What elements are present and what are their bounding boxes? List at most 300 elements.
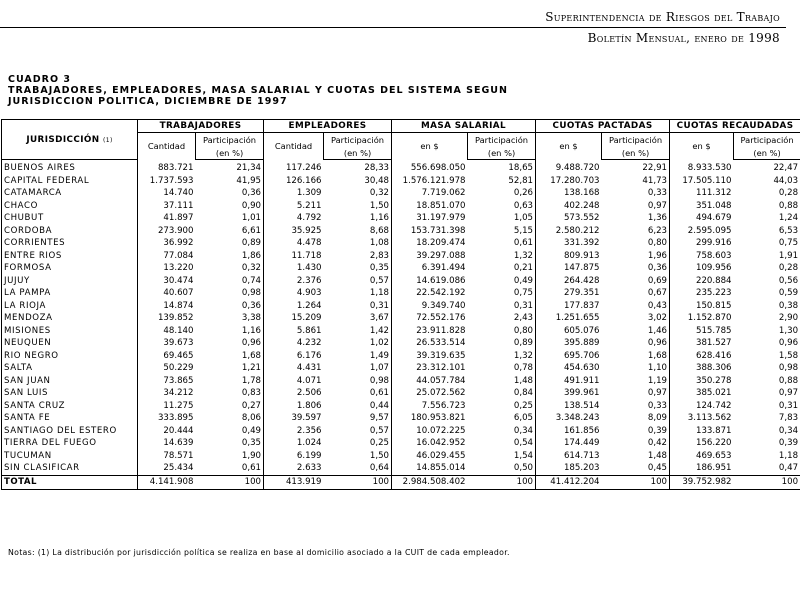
jurisdiction-name: LA PAMPA	[2, 287, 138, 300]
value-cell: 8.933.530	[670, 160, 734, 175]
percent-cell: 0,54	[468, 437, 536, 450]
value-cell: 14.874	[138, 300, 196, 313]
value-cell: 2.633	[264, 462, 324, 475]
column-header: Cantidad	[138, 133, 196, 160]
column-header: Cantidad	[264, 133, 324, 160]
value-cell: 7.556.723	[392, 400, 468, 413]
percent-cell: 1,91	[734, 250, 800, 263]
value-cell: 30.474	[138, 275, 196, 288]
percent-cell: 8,09	[602, 412, 670, 425]
table-row	[2, 375, 800, 388]
value-cell: 73.865	[138, 375, 196, 388]
value-cell: 185.203	[536, 462, 602, 475]
value-cell: 235.223	[670, 287, 734, 300]
value-cell: 177.837	[536, 300, 602, 313]
value-cell: 40.607	[138, 287, 196, 300]
percent-cell: 0,28	[734, 262, 800, 275]
percent-cell: 1,48	[602, 450, 670, 463]
value-cell: 36.992	[138, 237, 196, 250]
percent-cell: 0,80	[468, 325, 536, 338]
percent-cell: 1,32	[468, 350, 536, 363]
total-cell: 4.141.908	[138, 475, 196, 489]
value-cell: 2.356	[264, 425, 324, 438]
column-header: (en %)	[734, 146, 800, 160]
column-header: (en %)	[602, 146, 670, 160]
percent-cell: 1,86	[196, 250, 264, 263]
total-cell: 41.412.204	[536, 475, 602, 489]
value-cell: 3.113.562	[670, 412, 734, 425]
percent-cell: 30,48	[324, 175, 392, 188]
table-row	[2, 450, 800, 463]
percent-cell: 0,96	[196, 337, 264, 350]
total-cell: 100	[602, 475, 670, 489]
percent-cell: 1,96	[602, 250, 670, 263]
percent-cell: 1,78	[196, 375, 264, 388]
value-cell: 491.911	[536, 375, 602, 388]
value-cell: 147.875	[536, 262, 602, 275]
percent-cell: 0,96	[602, 337, 670, 350]
table-row	[2, 425, 800, 438]
value-cell: 3.348.243	[536, 412, 602, 425]
jurisdiction-name: SANTA FE	[2, 412, 138, 425]
percent-cell: 41,95	[196, 175, 264, 188]
value-cell: 758.603	[670, 250, 734, 263]
value-cell: 180.953.821	[392, 412, 468, 425]
value-cell: 494.679	[670, 212, 734, 225]
value-cell: 4.903	[264, 287, 324, 300]
jurisdiction-name: MENDOZA	[2, 312, 138, 325]
percent-cell: 0,49	[468, 275, 536, 288]
percent-cell: 1,90	[196, 450, 264, 463]
bulletin-name: Boletín Mensual, enero de 1998	[587, 31, 780, 45]
value-cell: 26.533.514	[392, 337, 468, 350]
value-cell: 331.392	[536, 237, 602, 250]
value-cell: 117.246	[264, 160, 324, 175]
table-row	[2, 225, 800, 238]
jurisdiction-name: CORRIENTES	[2, 237, 138, 250]
value-cell: 25.072.562	[392, 387, 468, 400]
percent-cell: 0,89	[468, 337, 536, 350]
table-row	[2, 250, 800, 263]
value-cell: 2.506	[264, 387, 324, 400]
percent-cell: 0,25	[324, 437, 392, 450]
value-cell: 399.961	[536, 387, 602, 400]
table-row	[2, 212, 800, 225]
percent-cell: 1,68	[196, 350, 264, 363]
value-cell: 18.851.070	[392, 200, 468, 213]
percent-cell: 1,05	[468, 212, 536, 225]
jurisdiction-name: SAN LUIS	[2, 387, 138, 400]
column-header: Participación	[196, 133, 264, 147]
value-cell: 139.852	[138, 312, 196, 325]
percent-cell: 0,25	[468, 400, 536, 413]
value-cell: 4.478	[264, 237, 324, 250]
value-cell: 454.630	[536, 362, 602, 375]
value-cell: 628.416	[670, 350, 734, 363]
percent-cell: 0,80	[602, 237, 670, 250]
value-cell: 1.152.870	[670, 312, 734, 325]
percent-cell: 0,56	[734, 275, 800, 288]
percent-cell: 0,32	[324, 187, 392, 200]
value-cell: 111.312	[670, 187, 734, 200]
value-cell: 6.391.494	[392, 262, 468, 275]
value-cell: 14.740	[138, 187, 196, 200]
total-cell: 100	[468, 475, 536, 489]
total-row	[2, 475, 800, 489]
value-cell: 2.376	[264, 275, 324, 288]
percent-cell: 0,26	[468, 187, 536, 200]
table-row	[2, 387, 800, 400]
percent-cell: 0,28	[734, 187, 800, 200]
percent-cell: 0,61	[468, 237, 536, 250]
percent-cell: 21,34	[196, 160, 264, 175]
percent-cell: 1,42	[324, 325, 392, 338]
value-cell: 1.430	[264, 262, 324, 275]
percent-cell: 0,31	[468, 300, 536, 313]
value-cell: 174.449	[536, 437, 602, 450]
total-label: TOTAL	[2, 475, 138, 489]
percent-cell: 0,97	[602, 387, 670, 400]
percent-cell: 0,34	[468, 425, 536, 438]
value-cell: 9.349.740	[392, 300, 468, 313]
percent-cell: 3,02	[602, 312, 670, 325]
percent-cell: 41,73	[602, 175, 670, 188]
value-cell: 515.785	[670, 325, 734, 338]
percent-cell: 2,83	[324, 250, 392, 263]
percent-cell: 1,07	[324, 362, 392, 375]
table-row	[2, 400, 800, 413]
value-cell: 18.209.474	[392, 237, 468, 250]
jurisdiction-name: LA RIOJA	[2, 300, 138, 313]
percent-cell: 0,31	[324, 300, 392, 313]
total-cell: 413.919	[264, 475, 324, 489]
column-header: en $	[536, 133, 602, 160]
value-cell: 402.248	[536, 200, 602, 213]
jurisdiction-name: SANTIAGO DEL ESTERO	[2, 425, 138, 438]
group-header: CUOTAS PACTADAS	[536, 120, 670, 133]
value-cell: 39.319.635	[392, 350, 468, 363]
percent-cell: 0,21	[468, 262, 536, 275]
percent-cell: 0,98	[324, 375, 392, 388]
group-header: EMPLEADORES	[264, 120, 392, 133]
value-cell: 138.168	[536, 187, 602, 200]
percent-cell: 1,18	[324, 287, 392, 300]
total-cell: 100	[734, 475, 800, 489]
table-row	[2, 237, 800, 250]
percent-cell: 44,03	[734, 175, 800, 188]
percent-cell: 0,88	[734, 200, 800, 213]
percent-cell: 0,36	[196, 187, 264, 200]
value-cell: 5.211	[264, 200, 324, 213]
value-cell: 883.721	[138, 160, 196, 175]
jurisdiction-name: CHUBUT	[2, 212, 138, 225]
value-cell: 133.871	[670, 425, 734, 438]
percent-cell: 6,05	[468, 412, 536, 425]
percent-cell: 0,35	[324, 262, 392, 275]
percent-cell: 8,06	[196, 412, 264, 425]
value-cell: 109.956	[670, 262, 734, 275]
value-cell: 1.024	[264, 437, 324, 450]
table-row	[2, 362, 800, 375]
jurisdiction-name: CATAMARCA	[2, 187, 138, 200]
value-cell: 39.597	[264, 412, 324, 425]
value-cell: 1.251.655	[536, 312, 602, 325]
percent-cell: 1,50	[324, 200, 392, 213]
percent-cell: 0,32	[196, 262, 264, 275]
percent-cell: 0,27	[196, 400, 264, 413]
header-rule	[0, 27, 786, 28]
value-cell: 15.209	[264, 312, 324, 325]
value-cell: 695.706	[536, 350, 602, 363]
percent-cell: 1,21	[196, 362, 264, 375]
percent-cell: 0,49	[196, 425, 264, 438]
percent-cell: 1,48	[468, 375, 536, 388]
column-header: (en %)	[468, 146, 536, 160]
percent-cell: 0,74	[196, 275, 264, 288]
value-cell: 264.428	[536, 275, 602, 288]
total-cell: 2.984.508.402	[392, 475, 468, 489]
percent-cell: 1,30	[734, 325, 800, 338]
value-cell: 44.057.784	[392, 375, 468, 388]
value-cell: 7.719.062	[392, 187, 468, 200]
value-cell: 395.889	[536, 337, 602, 350]
percent-cell: 0,75	[734, 237, 800, 250]
value-cell: 11.718	[264, 250, 324, 263]
percent-cell: 0,57	[324, 425, 392, 438]
percent-cell: 1,01	[196, 212, 264, 225]
percent-cell: 0,36	[602, 262, 670, 275]
jurisdiction-name: JUJUY	[2, 275, 138, 288]
percent-cell: 22,91	[602, 160, 670, 175]
percent-cell: 22,47	[734, 160, 800, 175]
jurisdiction-name: CORDOBA	[2, 225, 138, 238]
percent-cell: 0,45	[602, 462, 670, 475]
percent-cell: 5,15	[468, 225, 536, 238]
value-cell: 37.111	[138, 200, 196, 213]
percent-cell: 0,90	[196, 200, 264, 213]
percent-cell: 6,53	[734, 225, 800, 238]
value-cell: 126.166	[264, 175, 324, 188]
percent-cell: 18,65	[468, 160, 536, 175]
percent-cell: 0,88	[734, 375, 800, 388]
percent-cell: 28,33	[324, 160, 392, 175]
value-cell: 23.312.101	[392, 362, 468, 375]
organization-name: Superintendencia de Riesgos del Trabajo	[545, 10, 780, 24]
percent-cell: 0,33	[602, 400, 670, 413]
value-cell: 279.351	[536, 287, 602, 300]
percent-cell: 0,97	[602, 200, 670, 213]
footnote: Notas: (1) La distribución por jurisdicción política se realiza en base al domicilio asociado a la CUIT de cada empleador.	[8, 548, 510, 557]
value-cell: 381.527	[670, 337, 734, 350]
percent-cell: 1,68	[602, 350, 670, 363]
percent-cell: 0,42	[602, 437, 670, 450]
percent-cell: 0,43	[602, 300, 670, 313]
percent-cell: 1,58	[734, 350, 800, 363]
value-cell: 25.434	[138, 462, 196, 475]
percent-cell: 0,69	[602, 275, 670, 288]
jurisdiction-name: TUCUMAN	[2, 450, 138, 463]
percent-cell: 0,63	[468, 200, 536, 213]
value-cell: 13.220	[138, 262, 196, 275]
column-header: Participación	[602, 133, 670, 147]
table-row	[2, 160, 800, 175]
table-row	[2, 200, 800, 213]
value-cell: 385.021	[670, 387, 734, 400]
percent-cell: 0,98	[734, 362, 800, 375]
table-row	[2, 437, 800, 450]
value-cell: 14.619.086	[392, 275, 468, 288]
value-cell: 17.280.703	[536, 175, 602, 188]
value-cell: 138.514	[536, 400, 602, 413]
jurisdiction-name: SANTA CRUZ	[2, 400, 138, 413]
value-cell: 39.673	[138, 337, 196, 350]
column-header: en $	[670, 133, 734, 160]
value-cell: 4.792	[264, 212, 324, 225]
value-cell: 4.232	[264, 337, 324, 350]
percent-cell: 0,61	[324, 387, 392, 400]
jurisdiction-name: ENTRE RIOS	[2, 250, 138, 263]
value-cell: 350.278	[670, 375, 734, 388]
percent-cell: 1,54	[468, 450, 536, 463]
table-row	[2, 300, 800, 313]
value-cell: 11.275	[138, 400, 196, 413]
jurisdiction-name: NEUQUEN	[2, 337, 138, 350]
percent-cell: 0,50	[468, 462, 536, 475]
value-cell: 809.913	[536, 250, 602, 263]
percent-cell: 1,10	[602, 362, 670, 375]
jurisdiction-name: SALTA	[2, 362, 138, 375]
percent-cell: 0,84	[468, 387, 536, 400]
value-cell: 72.552.176	[392, 312, 468, 325]
value-cell: 1.309	[264, 187, 324, 200]
value-cell: 10.072.225	[392, 425, 468, 438]
value-cell: 5.861	[264, 325, 324, 338]
value-cell: 2.595.095	[670, 225, 734, 238]
table-row	[2, 175, 800, 188]
column-header: Participación	[324, 133, 392, 147]
value-cell: 186.951	[670, 462, 734, 475]
value-cell: 48.140	[138, 325, 196, 338]
value-cell: 273.900	[138, 225, 196, 238]
column-header: en $	[392, 133, 468, 160]
value-cell: 22.542.192	[392, 287, 468, 300]
jurisdiction-table	[1, 119, 800, 490]
jurisdiction-name: CHACO	[2, 200, 138, 213]
percent-cell: 0,96	[734, 337, 800, 350]
table-row	[2, 412, 800, 425]
value-cell: 34.212	[138, 387, 196, 400]
percent-cell: 1,50	[324, 450, 392, 463]
percent-cell: 0,47	[734, 462, 800, 475]
percent-cell: 1,32	[468, 250, 536, 263]
percent-cell: 0,89	[196, 237, 264, 250]
percent-cell: 0,83	[196, 387, 264, 400]
percent-cell: 6,23	[602, 225, 670, 238]
percent-cell: 1,16	[324, 212, 392, 225]
value-cell: 39.297.088	[392, 250, 468, 263]
percent-cell: 0,44	[324, 400, 392, 413]
jurisdiction-name: FORMOSA	[2, 262, 138, 275]
value-cell: 50.229	[138, 362, 196, 375]
value-cell: 153.731.398	[392, 225, 468, 238]
table-row	[2, 462, 800, 475]
total-cell: 39.752.982	[670, 475, 734, 489]
percent-cell: 0,64	[324, 462, 392, 475]
percent-cell: 0,97	[734, 387, 800, 400]
table-row	[2, 287, 800, 300]
percent-cell: 0,57	[324, 275, 392, 288]
table-body	[2, 160, 800, 476]
table-title-line1: TRABAJADORES, EMPLEADORES, MASA SALARIAL Y CUOTAS DEL SISTEMA SEGUN	[8, 85, 508, 96]
value-cell: 6.199	[264, 450, 324, 463]
percent-cell: 1,16	[196, 325, 264, 338]
percent-cell: 1,24	[734, 212, 800, 225]
percent-cell: 1,36	[602, 212, 670, 225]
value-cell: 1.806	[264, 400, 324, 413]
percent-cell: 7,83	[734, 412, 800, 425]
percent-cell: 1,18	[734, 450, 800, 463]
value-cell: 14.639	[138, 437, 196, 450]
column-header: Participación	[734, 133, 800, 147]
percent-cell: 0,36	[196, 300, 264, 313]
value-cell: 1.737.593	[138, 175, 196, 188]
value-cell: 9.488.720	[536, 160, 602, 175]
percent-cell: 0,35	[196, 437, 264, 450]
value-cell: 77.084	[138, 250, 196, 263]
value-cell: 556.698.050	[392, 160, 468, 175]
title-block	[8, 74, 508, 107]
percent-cell: 0,75	[468, 287, 536, 300]
table-row	[2, 350, 800, 363]
value-cell: 333.895	[138, 412, 196, 425]
value-cell: 605.076	[536, 325, 602, 338]
table-row	[2, 187, 800, 200]
jurisdiction-name: SIN CLASIFICAR	[2, 462, 138, 475]
jurisdiction-name: CAPITAL FEDERAL	[2, 175, 138, 188]
table-title-line2: JURISDICCION POLITICA, DICIEMBRE DE 1997	[8, 96, 288, 107]
value-cell: 150.815	[670, 300, 734, 313]
value-cell: 14.855.014	[392, 462, 468, 475]
percent-cell: 3,67	[324, 312, 392, 325]
value-cell: 31.197.979	[392, 212, 468, 225]
value-cell: 2.580.212	[536, 225, 602, 238]
percent-cell: 0,39	[734, 437, 800, 450]
percent-cell: 0,59	[734, 287, 800, 300]
value-cell: 69.465	[138, 350, 196, 363]
percent-cell: 1,46	[602, 325, 670, 338]
value-cell: 299.916	[670, 237, 734, 250]
percent-cell: 0,78	[468, 362, 536, 375]
percent-cell: 0,67	[602, 287, 670, 300]
jurisdiction-header: JURISDICCIÓN (1)	[2, 120, 138, 160]
value-cell: 573.552	[536, 212, 602, 225]
percent-cell: 0,33	[602, 187, 670, 200]
percent-cell: 9,57	[324, 412, 392, 425]
jurisdiction-name: RIO NEGRO	[2, 350, 138, 363]
group-header: CUOTAS RECAUDADAS	[670, 120, 800, 133]
percent-cell: 0,31	[734, 400, 800, 413]
percent-cell: 6,61	[196, 225, 264, 238]
percent-cell: 1,19	[602, 375, 670, 388]
total-cell: 100	[196, 475, 264, 489]
value-cell: 614.713	[536, 450, 602, 463]
percent-cell: 3,38	[196, 312, 264, 325]
value-cell: 6.176	[264, 350, 324, 363]
value-cell: 351.048	[670, 200, 734, 213]
column-header: (en %)	[324, 146, 392, 160]
value-cell: 161.856	[536, 425, 602, 438]
value-cell: 35.925	[264, 225, 324, 238]
